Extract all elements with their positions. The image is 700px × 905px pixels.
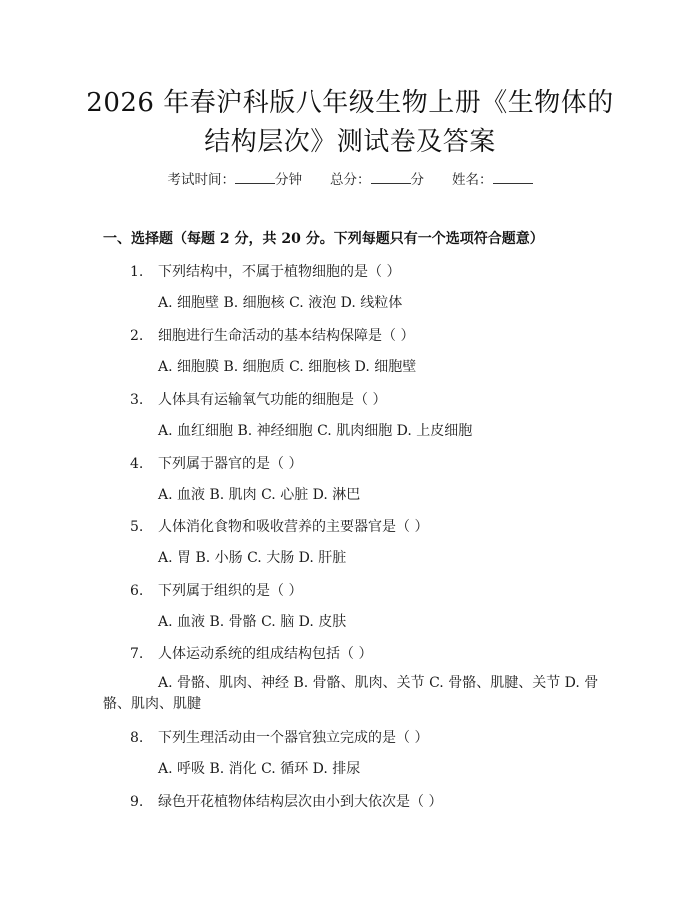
question-item xyxy=(130,325,414,345)
question-options: A. 血液 B. 肌肉 C. 心脏 D. 淋巴 xyxy=(158,487,361,503)
score-unit: 分 xyxy=(410,172,424,188)
question-item xyxy=(130,727,428,747)
question-options: A. 骨骼、肌肉、神经 B. 骨骼、肌肉、关节 C. 骨骼、肌腱、关节 D. 骨骼、肌肉、肌腱 xyxy=(103,675,599,712)
exam-meta-line xyxy=(0,168,700,188)
question-number: 7. xyxy=(130,646,144,662)
question-number: 6. xyxy=(130,583,144,599)
question-options: A. 呼吸 B. 消化 C. 循环 D. 排尿 xyxy=(158,761,361,777)
time-unit: 分钟 xyxy=(275,172,302,188)
question-item xyxy=(130,791,442,811)
question-text: 人体消化食物和吸收营养的主要器官是（ ） xyxy=(158,519,429,535)
question-text: 人体具有运输氧气功能的细胞是（ ） xyxy=(158,392,387,408)
question-options: A. 细胞壁 B. 细胞核 C. 液泡 D. 线粒体 xyxy=(158,295,403,311)
question-number: 3. xyxy=(130,392,144,408)
name-blank xyxy=(493,171,533,184)
name-label: 姓名： xyxy=(452,172,493,188)
question-number: 5. xyxy=(130,519,144,535)
question-options: A. 胃 B. 小肠 C. 大肠 D. 肝脏 xyxy=(158,550,347,566)
section-title: 一、选择题（每题 2 分，共 20 分。下列每题只有一个选项符合题意） xyxy=(103,231,544,247)
question-options: A. 细胞膜 B. 细胞质 C. 细胞核 D. 细胞壁 xyxy=(158,359,417,375)
score-blank xyxy=(371,171,411,184)
question-number: 4. xyxy=(130,456,144,472)
question-item xyxy=(130,580,302,600)
time-blank xyxy=(235,171,275,184)
document-title-line1: 2026 年春沪科版八年级生物上册《生物体的 xyxy=(86,88,614,118)
question-text: 下列属于组织的是（ ） xyxy=(158,583,303,599)
question-number: 1. xyxy=(130,264,144,280)
question-item xyxy=(130,389,386,409)
question-item xyxy=(130,516,428,536)
question-text: 下列结构中，不属于植物细胞的是（ ） xyxy=(158,264,401,280)
question-options: A. 血红细胞 B. 神经细胞 C. 肌肉细胞 D. 上皮细胞 xyxy=(158,423,473,439)
question-number: 9. xyxy=(130,794,144,810)
question-item xyxy=(130,643,372,663)
question-text: 人体运动系统的组成结构包括（ ） xyxy=(158,646,373,662)
question-item xyxy=(130,261,400,281)
question-number: 8. xyxy=(130,730,144,746)
question-text: 细胞进行生命活动的基本结构保障是（ ） xyxy=(158,328,415,344)
question-item xyxy=(130,453,302,473)
score-label: 总分： xyxy=(330,172,371,188)
question-options: A. 血液 B. 骨骼 C. 脑 D. 皮肤 xyxy=(158,614,347,630)
document-title-line2: 结构层次》测试卷及答案 xyxy=(204,127,496,157)
question-text: 下列生理活动由一个器官独立完成的是（ ） xyxy=(158,730,429,746)
question-number: 2. xyxy=(130,328,144,344)
question-text: 下列属于器官的是（ ） xyxy=(158,456,303,472)
time-label: 考试时间： xyxy=(167,172,235,188)
question-text: 绿色开花植物体结构层次由小到大依次是（ ） xyxy=(158,794,443,810)
